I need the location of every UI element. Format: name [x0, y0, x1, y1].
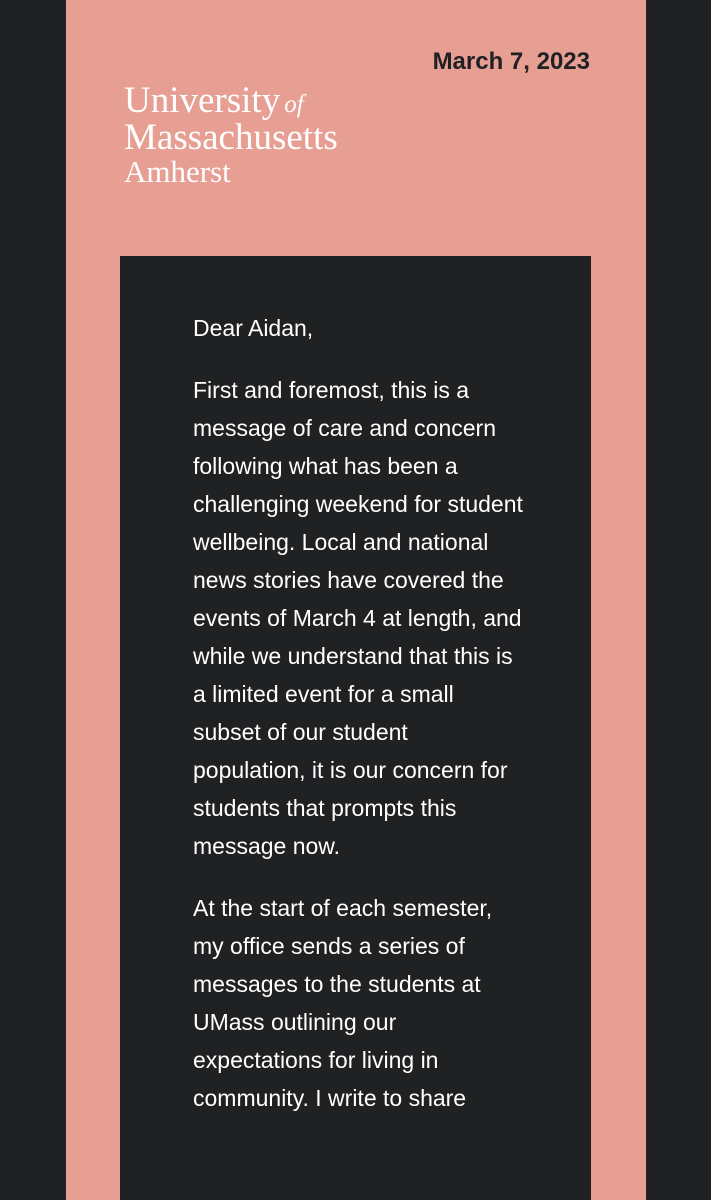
email-frame	[66, 0, 646, 1200]
logo-line-amherst: Amherst	[124, 154, 231, 189]
logo-line-university: University of	[124, 80, 304, 121]
email-body-panel	[120, 256, 591, 1200]
email-date: March 7, 2023	[432, 48, 590, 75]
logo-line-massachusetts: Massachusetts	[124, 117, 338, 158]
email-body	[193, 309, 523, 1141]
logo-of: of	[284, 91, 304, 118]
email-paragraph-1: First and foremost, this is a message of care and concern following what has been a challenging weekend for student wellbeing. Local and national news stories have covered the events of March 4 at length, and while we understand that this is a limited event for a small subset of our student population, it is our concern for students that prompts this message now.	[193, 377, 523, 859]
email-paragraph-2: At the start of each semester, my office sends a series of messages to the students at UMass outlining our expectations for living in community. I write to share	[193, 895, 493, 1111]
email-greeting: Dear Aidan,	[193, 315, 314, 341]
umass-amherst-logo	[124, 82, 338, 187]
